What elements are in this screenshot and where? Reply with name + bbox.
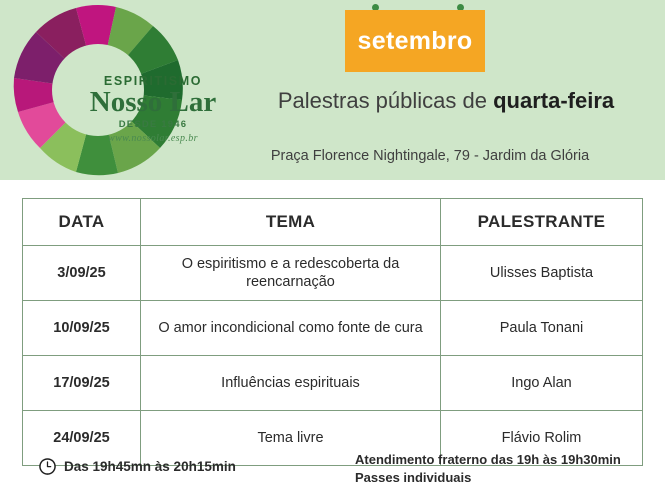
table-row <box>23 246 643 301</box>
footer-fraternal-line-1: Atendimento fraterno das 19h às 19h30min <box>355 452 621 467</box>
footer <box>0 446 665 486</box>
clock-icon <box>38 457 57 476</box>
cell-theme: Tema livre <box>141 411 441 466</box>
cell-speaker: Paula Tonani <box>441 301 643 356</box>
address-line: Praça Florence Nightingale, 79 - Jardim da Glória <box>270 148 590 164</box>
table-row <box>23 356 643 411</box>
logo-text <box>68 74 238 144</box>
footer-fraternal-info <box>355 451 621 486</box>
logo-name-text: Nosso Lar <box>89 86 217 118</box>
cell-date: 3/09/25 <box>23 246 141 301</box>
column-header-theme: TEMA <box>141 199 441 246</box>
logo-since-text: DESDE 1946 <box>118 119 188 131</box>
cell-date: 10/09/25 <box>23 301 141 356</box>
cell-date: 24/09/25 <box>23 411 141 466</box>
month-tag <box>345 10 485 72</box>
column-header-date: DATA <box>23 199 141 246</box>
table-header-row <box>23 199 643 246</box>
schedule-table <box>22 198 643 466</box>
column-header-speaker: PALESTRANTE <box>441 199 643 246</box>
footer-fraternal-line-2: Passes individuais <box>355 469 472 485</box>
page-title-highlight: quarta-feira <box>493 88 615 113</box>
month-tag-label: setembro <box>357 26 473 55</box>
footer-schedule-time: Das 19h45mn às 20h15min <box>64 459 236 474</box>
page-title <box>236 88 656 114</box>
logo-espiritismo-text: ESPIRITISMO <box>103 74 203 88</box>
cell-theme: O amor incondicional como fonte de cura <box>141 301 441 356</box>
schedule-table-wrapper <box>22 198 642 466</box>
cell-date: 17/09/25 <box>23 356 141 411</box>
cell-speaker: Ingo Alan <box>441 356 643 411</box>
cell-speaker: Flávio Rolim <box>441 411 643 466</box>
cell-speaker: Ulisses Baptista <box>441 246 643 301</box>
cell-theme: O espiritismo e a redescoberta da reencarnação <box>141 246 441 301</box>
cell-theme: Influências espirituais <box>141 356 441 411</box>
header-banner <box>0 0 665 180</box>
page-title-prefix: Palestras públicas de <box>277 88 494 113</box>
logo-website-text: www.nossolar.esp.br <box>108 133 198 145</box>
table-row <box>23 301 643 356</box>
